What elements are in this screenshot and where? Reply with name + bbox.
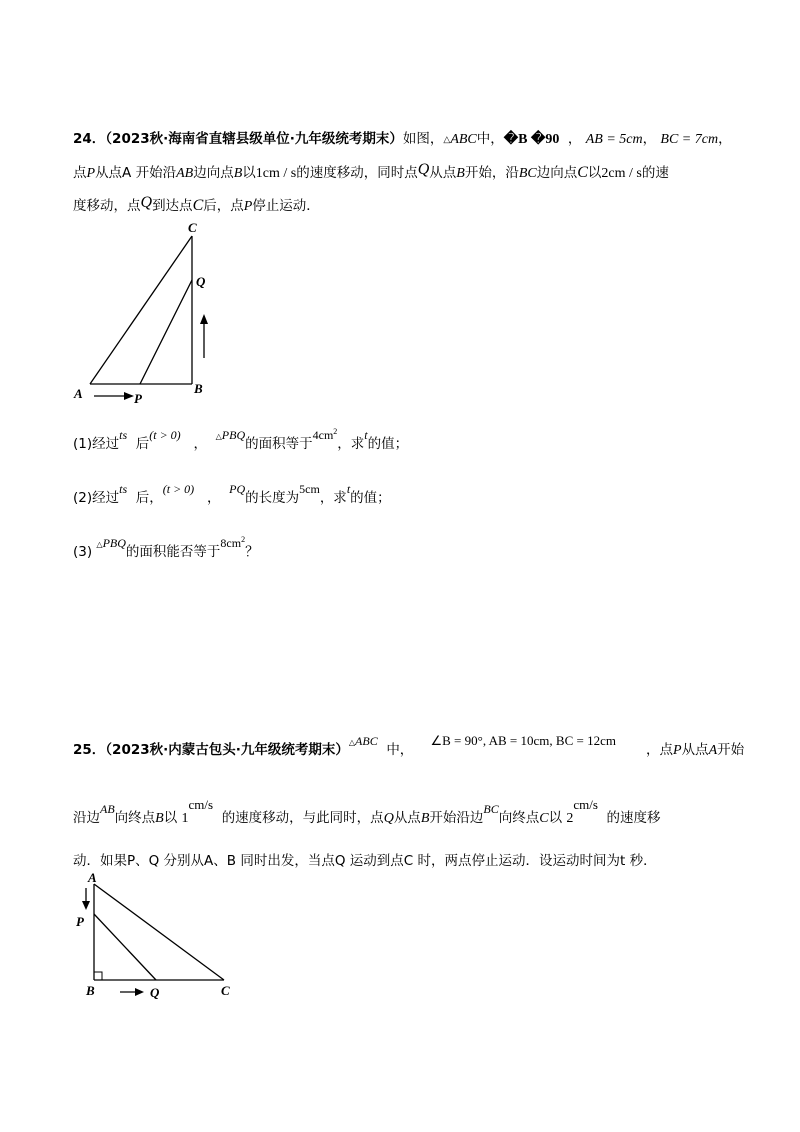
q24-comma: ，	[207, 490, 221, 506]
q25-point-b: B	[420, 811, 430, 826]
q25-text: 向终点	[114, 810, 156, 826]
q24-angle-b: �B �90	[503, 132, 560, 147]
q25-line-3	[73, 849, 657, 869]
q24-text: ，	[642, 131, 657, 147]
q24-text: 中，	[476, 131, 504, 147]
q25-speed-1-value: 1	[181, 811, 189, 826]
q24-fig-segment-pq	[140, 280, 192, 384]
q24-sub2-text: (2)经过	[73, 490, 120, 506]
q24-sub-1	[73, 427, 409, 452]
q24-line-3	[73, 194, 320, 215]
q25-condition: ∠B = 90°, AB = 10cm, BC = 12cm	[430, 733, 616, 748]
q25-side-bc: BC	[483, 802, 499, 816]
q24-ts: ts	[119, 482, 128, 496]
q25-point-q: Q	[383, 811, 394, 826]
q25-fig-label-c: C	[221, 983, 230, 998]
q25-text: 开始	[717, 742, 745, 758]
q24-speed-2: 2cm / s	[601, 166, 642, 181]
q24-fig-label-a: A	[74, 386, 83, 401]
q24-point-c: C	[577, 164, 588, 181]
q24-text: 边向点	[193, 165, 234, 181]
q24-segment-pq: PQ	[229, 482, 246, 496]
q25-fig-right-angle	[94, 972, 102, 980]
q24-text: ，	[718, 131, 732, 147]
q25-text: 从点	[393, 810, 421, 826]
q25-fig-label-b: B	[86, 983, 95, 998]
q25-text: 中，	[386, 742, 414, 758]
q24-t-condition: (t > 0)	[162, 482, 195, 496]
q24-sub1-text: 的值；	[367, 436, 409, 452]
q24-point-q: Q	[140, 194, 153, 211]
q24-number: 24．	[73, 131, 106, 147]
q25-line-1	[73, 733, 745, 759]
q24-point-p: P	[243, 199, 253, 214]
q25-text: 以	[548, 810, 563, 826]
q25-point-c: C	[539, 811, 549, 826]
q24-source: （2023秋·海南省直辖县级单位·九年级统考期末）	[105, 131, 403, 147]
q24-area-4: 4cm	[312, 428, 334, 442]
q24-sub3-text: (3)	[73, 544, 93, 560]
q24-text: 从点	[429, 165, 457, 181]
q24-text: 点	[73, 165, 87, 181]
q24-point-q: Q	[417, 161, 430, 178]
q24-squared: 2	[241, 535, 246, 544]
q24-speed-1: 1cm / s	[255, 166, 297, 181]
q25-fig-arrowhead-down	[82, 901, 90, 910]
q25-text: 沿边	[73, 810, 100, 826]
q24-point-p: P	[86, 166, 96, 181]
triangle-symbol: △	[215, 432, 222, 441]
q24-text: 度移动，点	[73, 198, 141, 214]
q25-fig-label-p: P	[76, 914, 84, 929]
q24-sub2-text: 后，	[135, 490, 163, 506]
q24-bc-length: BC = 7cm	[660, 132, 719, 147]
q25-point-b: B	[155, 811, 164, 826]
q24-tri-pbq: PBQ	[221, 428, 246, 442]
q24-squared: 2	[333, 427, 338, 436]
q24-sub1-text: 后	[135, 436, 150, 452]
q25-text: 从点	[681, 742, 709, 758]
q25-fig-label-q: Q	[150, 985, 160, 1000]
q25-fig-arrowhead-right	[135, 988, 144, 996]
q25-text: 动．如果P、Q 分别从A、B 同时出发，当点Q 运动到点C 时，两点停止运动．设运动时间为t 秒．	[73, 853, 657, 869]
q24-sub-2	[73, 482, 391, 506]
q25-line-2	[73, 797, 661, 827]
q24-ab-length: AB = 5cm	[585, 132, 643, 147]
q24-text: 以	[587, 165, 602, 181]
q24-fig-arrowhead-up	[200, 314, 208, 324]
q24-point-c: C	[192, 197, 204, 214]
q24-fig-arrowhead-right	[124, 392, 134, 400]
q25-point-a: A	[708, 743, 718, 758]
q24-sub3-text: 的面积能否等于	[125, 544, 221, 560]
q25-text: 的速度移动，与此同时，点	[221, 810, 384, 826]
q24-sub3-text: ？	[245, 544, 259, 560]
q25-number: 25．	[73, 742, 106, 758]
q24-text: 到达点	[152, 198, 193, 214]
q24-fig-label-b: B	[194, 381, 203, 396]
q24-sub1-text: (1)经过	[73, 436, 120, 452]
q24-length-5: 5cm	[299, 482, 320, 496]
q24-ts: ts	[119, 428, 128, 442]
q25-figure	[70, 868, 240, 1002]
q24-sub2-text: ，求	[319, 490, 347, 506]
q24-text: 停止运动．	[252, 198, 320, 214]
q24-text: 如图，	[402, 131, 444, 147]
q24-text: 的速度移动，同时点	[296, 165, 418, 181]
q24-sub2-text: 的值；	[350, 490, 391, 506]
q25-tri-abc: ABC	[355, 734, 378, 748]
q24-sub2-text: 的长度为	[245, 490, 300, 506]
q24-point-b: B	[456, 166, 465, 181]
q24-point-b: B	[233, 166, 243, 181]
triangle-symbol: △	[96, 540, 103, 549]
q24-text: 边向点	[536, 165, 578, 181]
q24-area-8: 8cm	[220, 536, 242, 550]
q24-t: t	[364, 428, 368, 442]
q24-line-1	[73, 127, 732, 148]
q24-side-bc: BC	[518, 166, 537, 181]
triangle-symbol: △	[443, 134, 451, 144]
q25-point-p: P	[673, 743, 682, 758]
q24-sub-3	[73, 535, 259, 560]
q24-text: 后，点	[203, 198, 244, 214]
q24-text: 以	[242, 165, 256, 181]
q25-text: 以	[163, 810, 178, 826]
q25-speed-unit: cm/s	[573, 797, 598, 812]
q24-t-condition: (t > 0)	[149, 428, 181, 442]
q25-fig-segment-pq	[94, 914, 156, 980]
q24-text: ，	[567, 131, 582, 147]
q25-text: 的速度移	[606, 810, 661, 826]
triangle-symbol: △	[348, 738, 356, 747]
q24-t: t	[346, 482, 351, 496]
q24-text: 开始，沿	[464, 165, 519, 181]
q24-fig-label-c: C	[188, 220, 197, 235]
q24-side-ab: AB	[176, 166, 194, 181]
q25-text: 向终点	[498, 810, 540, 826]
q25-speed-2-value: 2	[566, 811, 574, 826]
q24-tri-abc: ABC	[450, 132, 477, 147]
q24-tri-pbq: PBQ	[102, 536, 126, 550]
q24-fig-label-p: P	[134, 391, 142, 406]
q24-line-2	[73, 161, 669, 182]
q24-comma: ，	[193, 436, 208, 452]
q24-fig-label-q: Q	[196, 274, 206, 289]
q25-source: （2023秋·内蒙古包头·九年级统考期末）	[105, 742, 349, 758]
q24-text: 从点A 开始沿	[95, 165, 177, 181]
q25-text: 开始沿边	[429, 810, 484, 826]
q25-fig-side-ac	[94, 884, 224, 980]
q24-sub1-text: 的面积等于	[245, 436, 313, 452]
q24-sub1-text: ，求	[337, 436, 365, 452]
q25-speed-unit: cm/s	[188, 797, 214, 812]
q25-side-ab: AB	[100, 802, 115, 816]
q25-text: ，点	[646, 742, 673, 758]
q24-text: 的速	[641, 165, 669, 181]
q25-fig-label-a: A	[88, 870, 97, 885]
q24-figure	[70, 218, 220, 410]
